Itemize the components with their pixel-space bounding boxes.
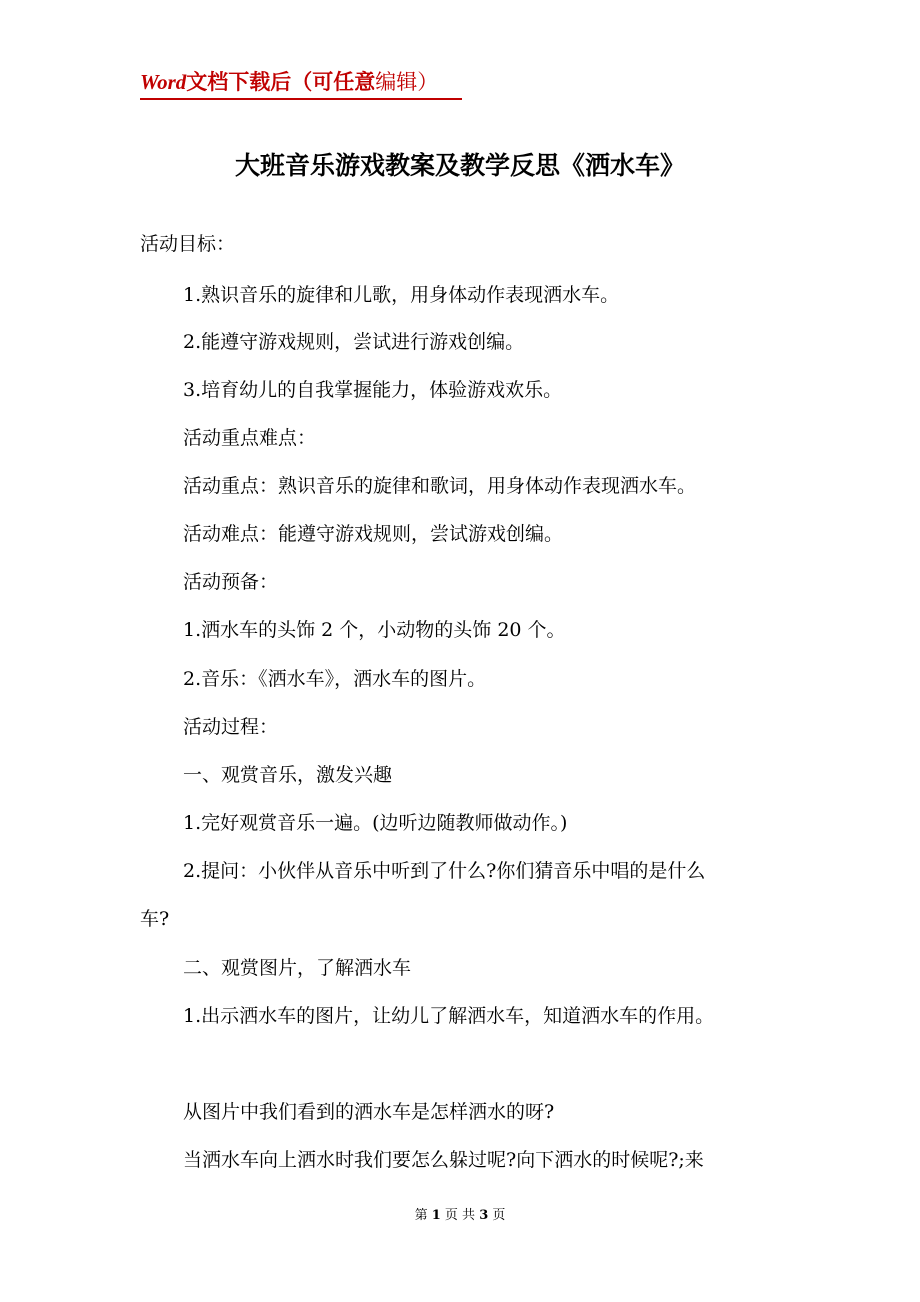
footer-middle: 页 共 [444, 1208, 476, 1223]
paragraph-line: 活动过程： [183, 716, 279, 738]
footer-prefix: 第 [414, 1208, 428, 1223]
footer-page-number: 1 [431, 1208, 441, 1223]
page-footer [0, 1206, 920, 1226]
paragraph-line: 活动重点难点： [183, 427, 317, 449]
footer-page-total: 3 [479, 1208, 489, 1223]
paragraph-line: 活动预备： [183, 571, 279, 593]
paragraph-line: 活动难点：能遵守游戏规则，尝试游戏创编。 [183, 523, 564, 545]
paragraph-line: 车? [140, 908, 170, 930]
paragraph-line: 2.能遵守游戏规则，尝试进行游戏创编。 [183, 331, 525, 353]
paragraph-line: 活动目标： [140, 233, 236, 255]
paragraph-line: 活动重点：熟识音乐的旋律和歌词，用身体动作表现洒水车。 [183, 475, 697, 497]
paragraph-line: 1.出示洒水车的图片，让幼儿了解洒水车，知道洒水车的作用。 [183, 1005, 715, 1027]
banner-word: Word [140, 70, 187, 94]
paragraph-line: 二、观赏图片，了解洒水车 [183, 957, 412, 979]
banner-text-b: 载后（可任意 [249, 69, 376, 94]
paragraph-line: 1.熟识音乐的旋律和儿歌，用身体动作表现洒水车。 [183, 284, 620, 306]
paragraph-line: 当洒水车向上洒水时我们要怎么躲过呢?向下洒水的时候呢?;来 [183, 1149, 704, 1171]
paragraph-line: 从图片中我们看到的洒水车是怎样洒水的呀? [183, 1101, 555, 1123]
paragraph-line: 一、观赏音乐，激发兴趣 [183, 764, 393, 786]
paragraph-line: 2.音乐：《洒水车》，洒水车的图片。 [183, 668, 487, 690]
paragraph-line: 2.提问：小伙伴从音乐中听到了什么?你们猜音乐中唱的是什么 [183, 860, 706, 882]
footer-suffix: 页 [492, 1208, 506, 1223]
download-banner [140, 66, 462, 100]
banner-text-a: 文档下 [186, 69, 250, 94]
paragraph-line: 1.完好观赏音乐一遍。(边听边随教师做动作。) [183, 812, 568, 834]
banner-text-c: 编辑） [375, 70, 439, 94]
document-title: 大班音乐游戏教案及教学反思《洒水车》 [234, 151, 685, 180]
paragraph-line: 3.培育幼儿的自我掌握能力，体验游戏欢乐。 [183, 379, 563, 401]
paragraph-line: 1.洒水车的头饰 2 个，小动物的头饰 20 个。 [183, 619, 566, 641]
